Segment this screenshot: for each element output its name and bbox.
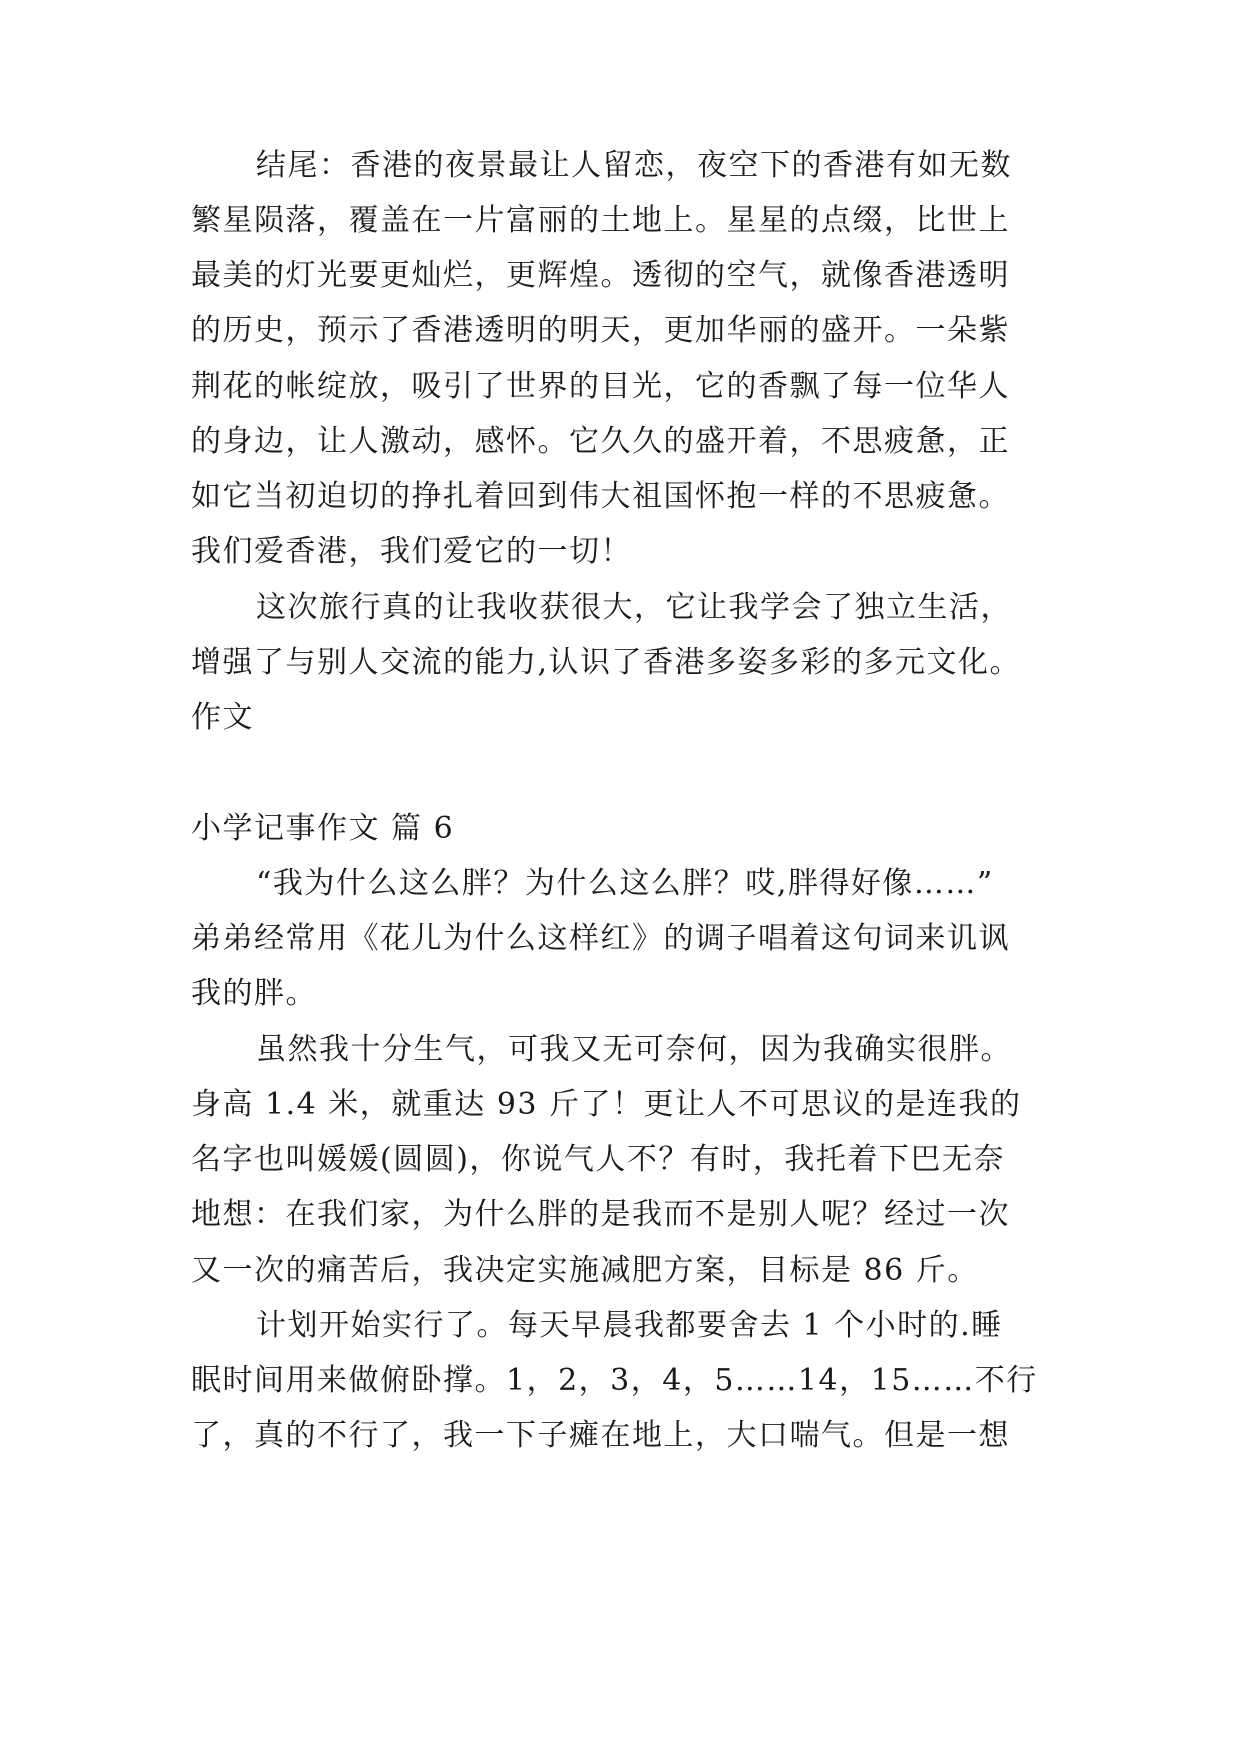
text-line: 结尾：香港的夜景最让人留恋，夜空下的香港有如无数	[256, 148, 1012, 183]
text-line: 最美的灯光要更灿烂，更辉煌。透彻的空气，就像香港透明	[191, 258, 1010, 293]
text-line: 如它当初迫切的挣扎着回到伟大祖国怀抱一样的不思疲惫。	[191, 479, 1010, 514]
text-line: 荆花的帐绽放，吸引了世界的目光，它的香飘了每一位华人	[191, 369, 1010, 404]
text-line: 地想：在我们家，为什么胖的是我而不是别人呢？经过一次	[191, 1197, 1010, 1232]
text-line: 的身边，让人激动，感怀。它久久的盛开着，不思疲惫，正	[191, 424, 1010, 459]
text-line: 眠时间用来做俯卧撑。1，2，3，4，5……14，15……不行	[191, 1363, 1038, 1398]
text-line: “我为什么这么胖？为什么这么胖？哎,胖得好像……”	[256, 866, 994, 901]
text-line: 又一次的痛苦后，我决定实施减肥方案，目标是 86 斤。	[191, 1253, 979, 1288]
text-line: 这次旅行真的让我收获很大，它让我学会了独立生活，	[256, 590, 1012, 625]
text-line: 繁星陨落，覆盖在一片富丽的土地上。星星的点缀，比世上	[191, 203, 1010, 238]
text-line: 虽然我十分生气，可我又无可奈何，因为我确实很胖。	[256, 1032, 1012, 1067]
text-line: 作文	[191, 700, 254, 735]
text-line: 了，真的不行了，我一下子瘫在地上，大口喘气。但是一想	[191, 1418, 1010, 1453]
text-line: 弟弟经常用《花儿为什么这样红》的调子唱着这句词来讥讽	[191, 921, 1010, 956]
text-line: 名字也叫媛媛(圆圆)，你说气人不？有时，我托着下巴无奈	[191, 1142, 1005, 1177]
text-line: 的历史，预示了香港透明的明天，更加华丽的盛开。一朵紫	[191, 313, 1010, 348]
text-line: 身高 1.4 米，就重达 93 斤了！更让人不可思议的是连我的	[191, 1087, 1022, 1122]
text-line: 我的胖。	[191, 976, 317, 1011]
text-line: 计划开始实行了。每天早晨我都要舍去 1 个小时的.睡	[256, 1308, 1003, 1343]
text-line: 增强了与别人交流的能力,认识了香港多姿多彩的多元文化。	[191, 645, 1022, 680]
section-heading: 小学记事作文 篇 6	[191, 811, 455, 846]
text-line: 我们爱香港，我们爱它的一切！	[191, 534, 632, 569]
